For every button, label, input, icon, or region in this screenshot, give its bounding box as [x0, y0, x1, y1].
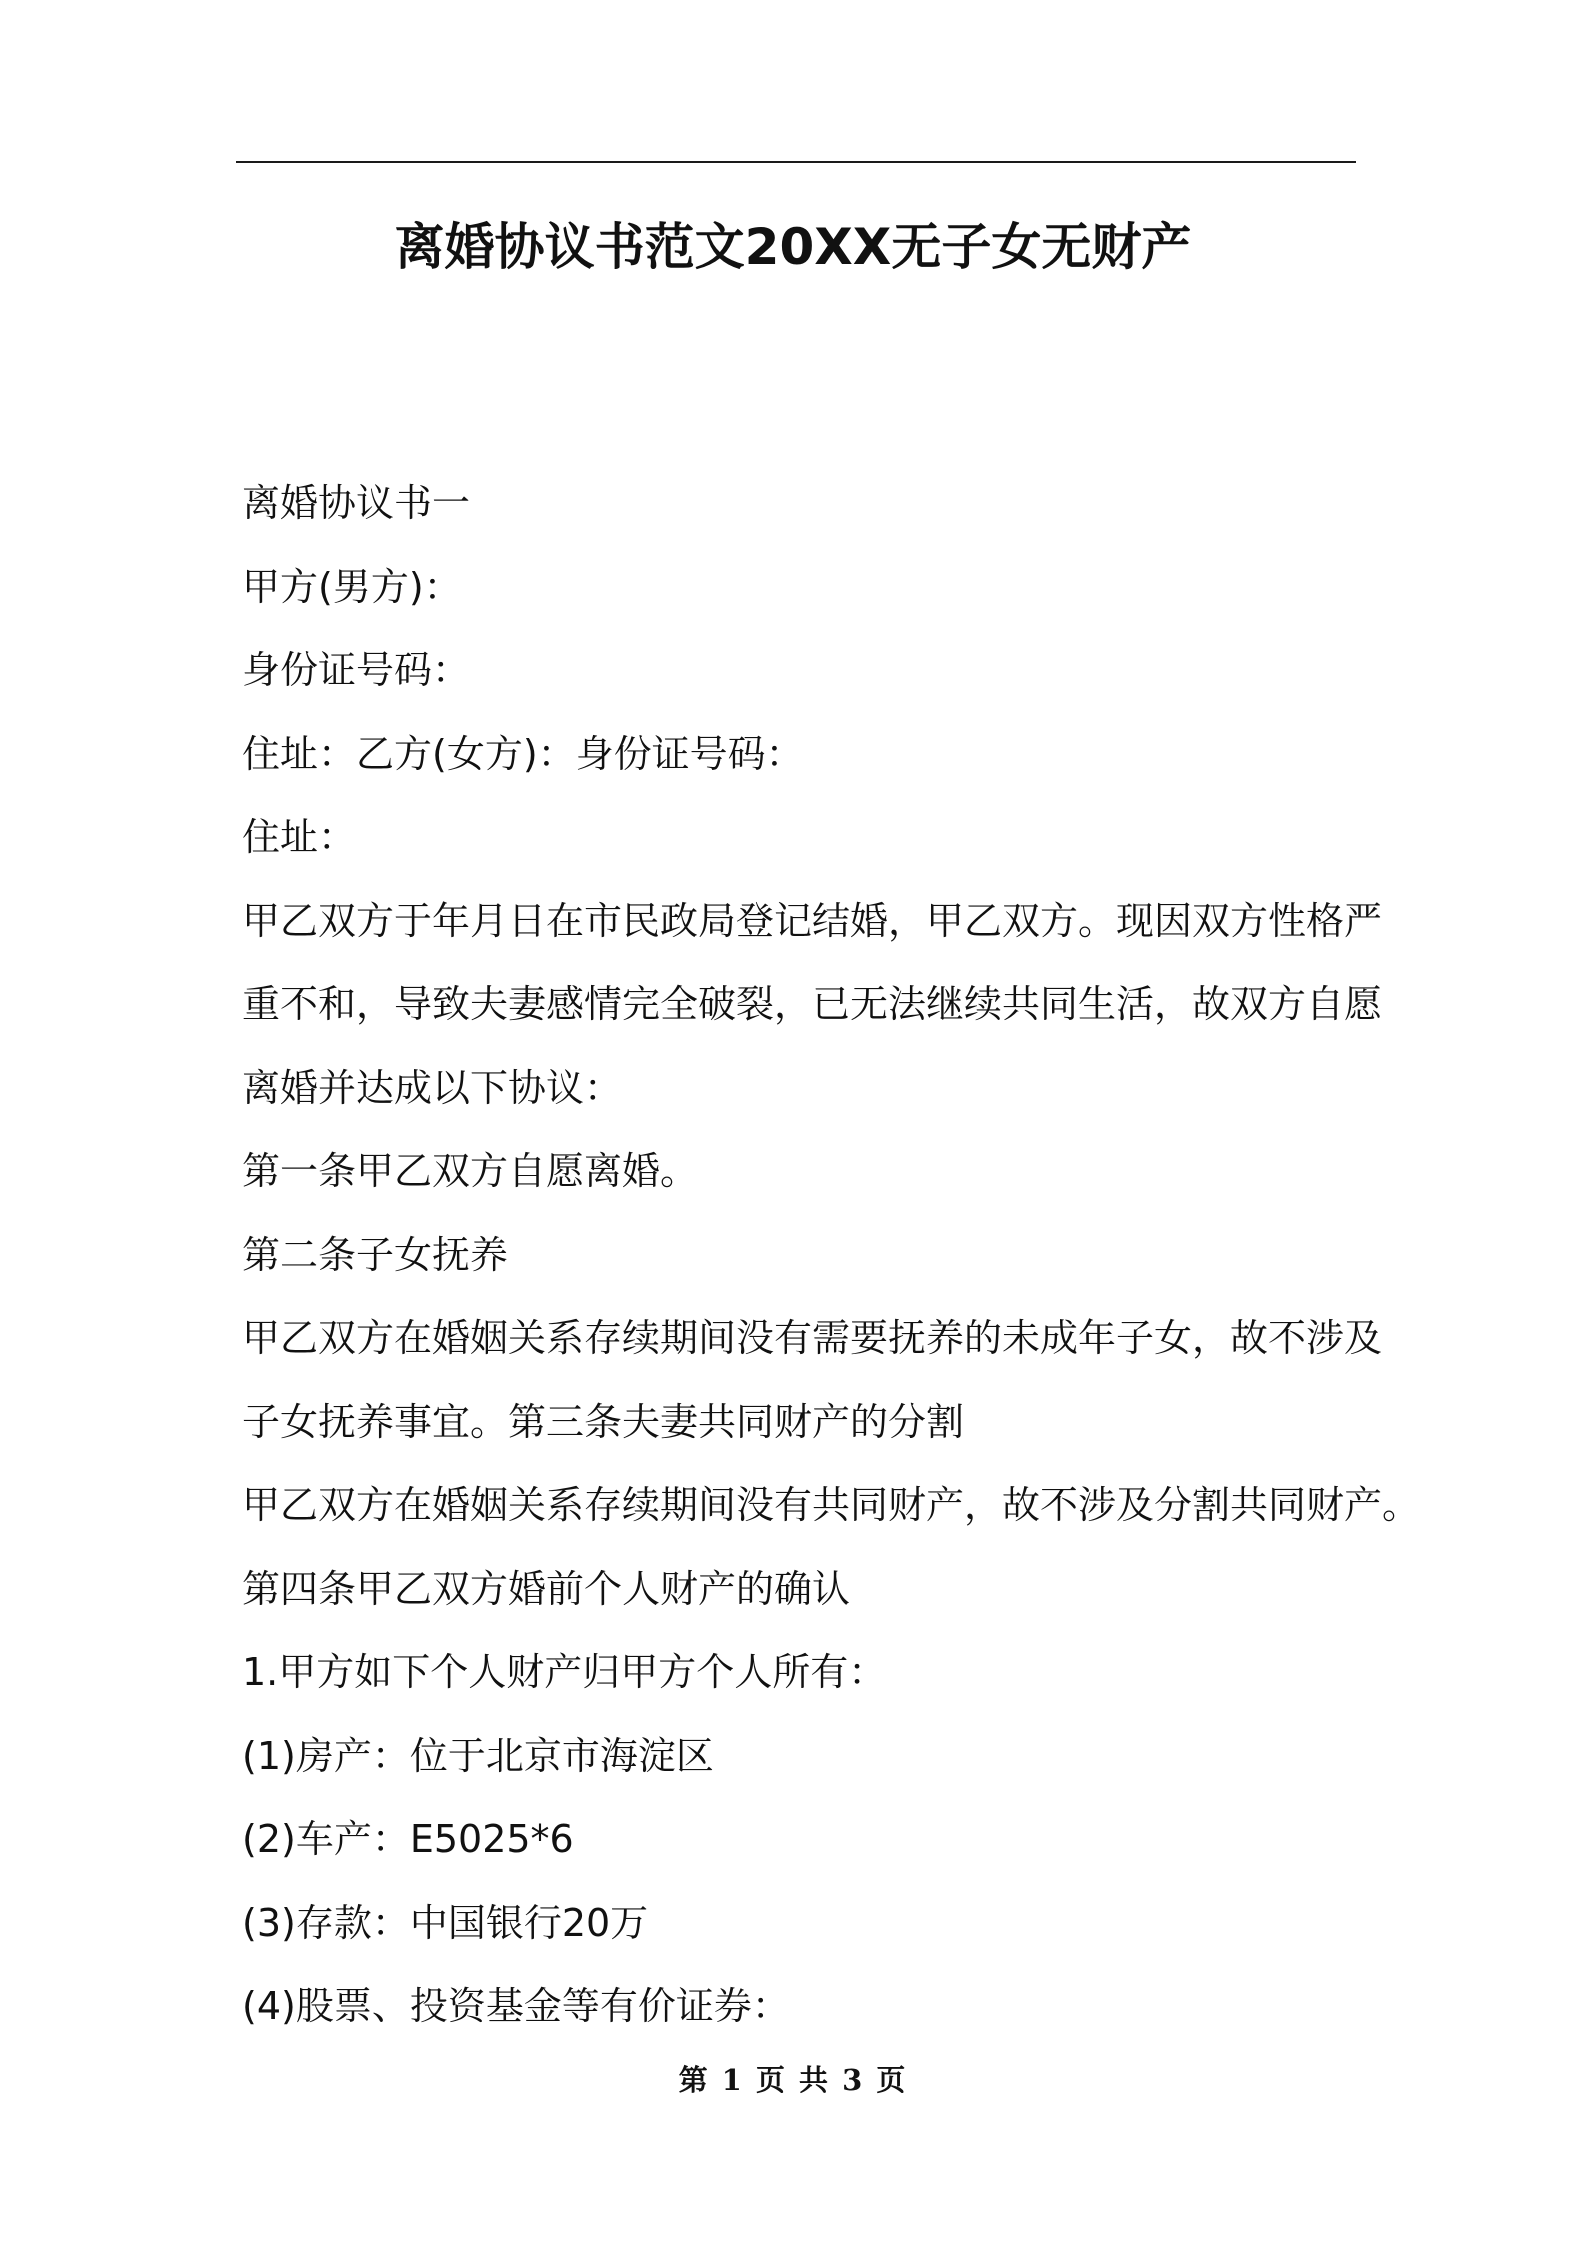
page-number-footer: 第 1 页 共 3 页: [678, 2063, 908, 2097]
body-line: (1)房产：位于北京市海淀区: [242, 1733, 714, 1778]
header-rule: [236, 161, 1356, 163]
body-line: 离婚协议书一: [242, 481, 471, 525]
body-line: 重不和，导致夫妻感情完全破裂，已无法继续共同生活，故双方自愿: [242, 982, 1383, 1026]
body-line: 身份证号码：: [242, 648, 471, 692]
body-line: 甲方(男方)：: [242, 564, 462, 609]
body-line: 离婚并达成以下协议：: [242, 1065, 623, 1110]
body-line: 住址：: [242, 815, 357, 859]
body-line: (4)股票、投资基金等有价证券：: [242, 1984, 790, 2028]
body-line: 甲乙双方在婚姻关系存续期间没有需要抚养的未成年子女，故不涉及: [242, 1316, 1383, 1360]
body-line: 甲乙双方在婚姻关系存续期间没有共同财产，故不涉及分割共同财产。: [242, 1483, 1421, 1527]
body-line: 第一条甲乙双方自愿离婚。: [242, 1149, 699, 1193]
body-line: 第四条甲乙双方婚前个人财产的确认: [242, 1566, 851, 1611]
body-line: 第二条子女抚养: [242, 1232, 509, 1277]
body-line: 住址：乙方(女方)：身份证号码：: [242, 731, 804, 776]
body-line: 1.甲方如下个人财产归甲方个人所有：: [242, 1650, 887, 1694]
body-line: 甲乙双方于年月日在市民政局登记结婚，甲乙双方。现因双方性格严: [242, 898, 1383, 943]
document-body: [242, 462, 1421, 2049]
body-line: (3)存款：中国银行20万: [242, 1900, 649, 1945]
document-title: 离婚协议书范文20XX无子女无财产: [394, 218, 1192, 276]
body-line: 子女抚养事宜。第三条夫妻共同财产的分割: [242, 1399, 965, 1444]
body-line: (2)车产：E5025*6: [242, 1817, 574, 1861]
